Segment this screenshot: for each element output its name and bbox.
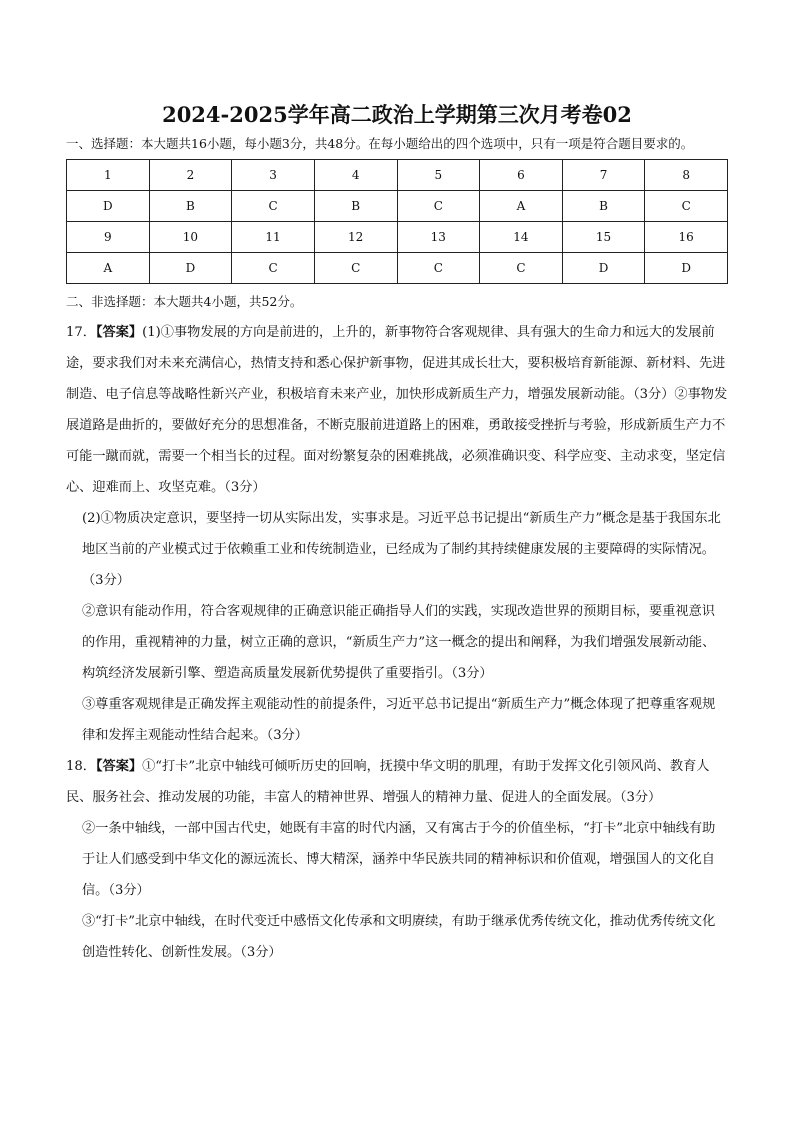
table-cell: C <box>232 253 315 284</box>
q17-paragraph-3: ②意识有能动作用，符合客观规律的正确意识能正确指导人们的实践，实现改造世界的预期目标，要重视意识的作用，重视精神的力量，树立正确的意识，“新质生产力”这一概念的提出和阐释，为我们增强发展新动能、构筑经济发展新引擎、塑造高质量发展新优势提供了重要指引。（3分） <box>82 604 716 681</box>
table-cell: 9 <box>67 222 150 253</box>
table-cell: A <box>67 253 150 284</box>
q17-answer-tag: 【答案】 <box>95 325 143 340</box>
table-cell: C <box>645 191 728 222</box>
q17-text-1: (1)①事物发展的方向是前进的，上升的，新事物符合客观规律、具有强大的生命力和远大的发展前途，要求我们对未来充满信心，热情支持和悉心保护新事物，促进其成长壮大，要积极培育新能源、新材料、先进制造、电子信息等战略性新兴产业，积极培育未来产业，加快形成新质生产力，增强发展新动能。（3分）②事物发展道路是曲折的，要做好充分的思想准备，不断克服前进道路上的困难，勇敢接受挫折与考验，形成新质生产力不可能一蹴而就，需要一个相当长的过程。面对纷繁复杂的困难挑战，必须准确识变、科学应变、主动求变，坚定信心、迎难而上、攻坚克难。（3分） <box>66 325 728 495</box>
table-cell: 7 <box>562 160 645 191</box>
q17-number: 17． <box>66 325 96 340</box>
question-18 <box>66 751 728 968</box>
table-cell: 13 <box>397 222 480 253</box>
q18-text-1: ①“打卡”北京中轴线可倾听历史的回响，抚摸中华文明的肌理，有助于发挥文化引领风尚、教育人民、服务社会、推动发展的功能，丰富人的精神世界、增强人的精神力量、促进人的全面发展。（3分） <box>66 759 710 805</box>
table-cell: 5 <box>397 160 480 191</box>
table-cell: D <box>149 253 232 284</box>
table-cell: B <box>562 191 645 222</box>
document-page <box>66 100 728 968</box>
answer-table <box>66 159 728 284</box>
page-title: 2024-2025学年高二政治上学期第三次月考卷02 <box>162 102 632 127</box>
q18-answer-tag: 【答案】 <box>95 759 143 774</box>
table-cell: 6 <box>480 160 563 191</box>
table-cell: C <box>480 253 563 284</box>
table-row <box>67 222 728 253</box>
q18-number: 18． <box>66 759 96 774</box>
q18-paragraph-3: ③“打卡”北京中轴线，在时代变迁中感悟文化传承和文明赓续，有助于继承优秀传统文化，推动优秀传统文化创造性转化、创新性发展。（3分） <box>82 914 716 960</box>
table-cell: B <box>149 191 232 222</box>
table-cell: 1 <box>67 160 150 191</box>
question-17 <box>66 317 728 751</box>
table-cell: 15 <box>562 222 645 253</box>
q18-paragraph-2: ②一条中轴线，一部中国古代史，她既有丰富的时代内涵，又有寓古于今的价值坐标，“打卡”北京中轴线有助于让人们感受到中华文化的源远流长、博大精深，涵养中华民族共同的精神标识和价值观，增强国人的文化自信。（3分） <box>82 821 716 898</box>
table-row <box>67 253 728 284</box>
section2-heading: 二、非选择题：本大题共4小题，共52分。 <box>66 294 303 309</box>
section1-heading: 一、选择题：本大题共16小题，每小题3分，共48分。在每小题给出的四个选项中，只有一项是符合题目要求的。 <box>66 136 694 151</box>
q18-paragraph-1 <box>66 751 728 813</box>
table-cell: A <box>480 191 563 222</box>
table-cell: 11 <box>232 222 315 253</box>
table-cell: 3 <box>232 160 315 191</box>
table-cell: B <box>314 191 397 222</box>
table-row <box>67 160 728 191</box>
table-cell: 2 <box>149 160 232 191</box>
table-cell: C <box>314 253 397 284</box>
table-cell: D <box>645 253 728 284</box>
table-cell: 14 <box>480 222 563 253</box>
table-cell: D <box>562 253 645 284</box>
table-cell: 4 <box>314 160 397 191</box>
table-cell: 16 <box>645 222 728 253</box>
q17-paragraph-4: ③尊重客观规律是正确发挥主观能动性的前提条件，习近平总书记提出“新质生产力”概念体现了把尊重客观规律和发挥主观能动性结合起来。（3分） <box>82 697 716 743</box>
table-cell: 12 <box>314 222 397 253</box>
q17-paragraph-1 <box>66 317 728 503</box>
table-cell: 8 <box>645 160 728 191</box>
table-cell: C <box>397 253 480 284</box>
table-cell: D <box>67 191 150 222</box>
table-cell: C <box>232 191 315 222</box>
q17-paragraph-2: (2)①物质决定意识，要坚持一切从实际出发，实事求是。习近平总书记提出“新质生产力”概念是基于我国东北地区当前的产业模式过于依赖重工业和传统制造业，已经成为了制约其持续健康发展的主要障碍的实际情况。（3分） <box>82 511 721 588</box>
table-cell: 10 <box>149 222 232 253</box>
table-cell: C <box>397 191 480 222</box>
table-row <box>67 191 728 222</box>
